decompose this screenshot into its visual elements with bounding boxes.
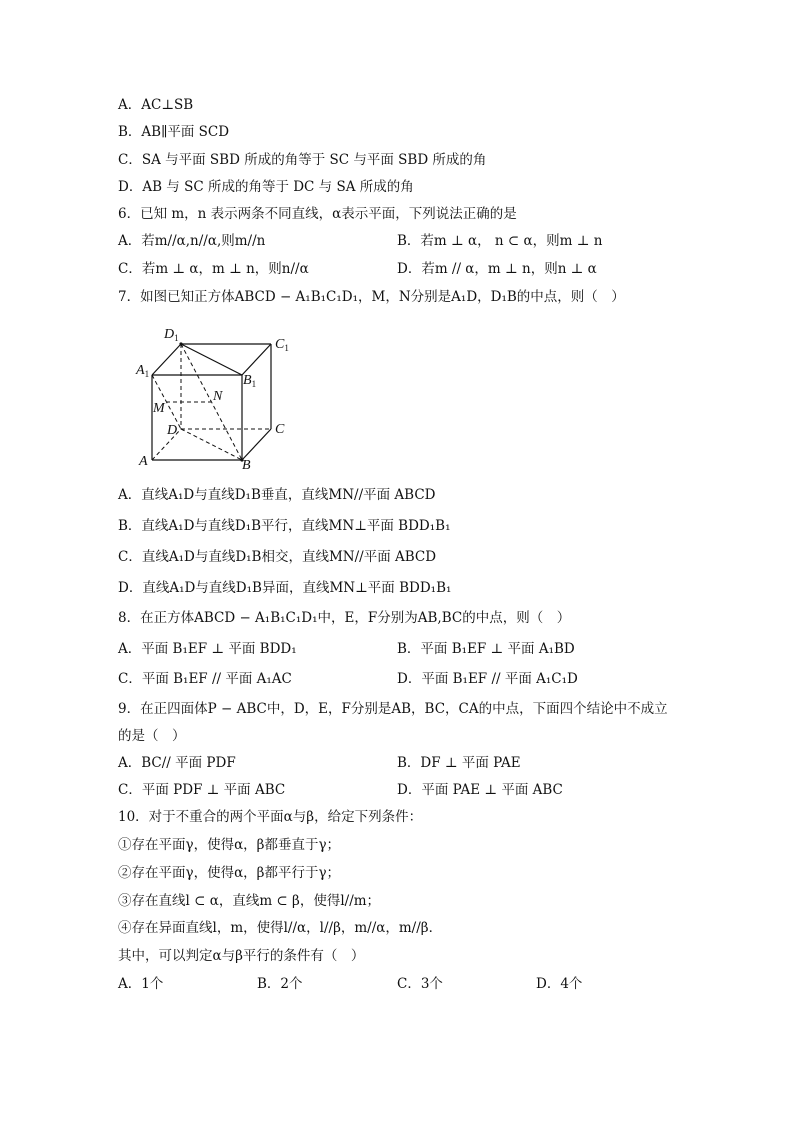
q5-option-b: B．AB∥平面 SCD	[118, 124, 230, 140]
q7-option-b: B．直线A₁D与直线D₁B平行，直线MN⊥平面 BDD₁B₁	[118, 518, 451, 534]
q10-condition-3: ③存在直线l ⊂ α，直线m ⊂ β，使得l//m；	[118, 893, 381, 909]
q8-stem: 8．在正方体ABCD − A₁B₁C₁D₁中，E，F分别为AB,BC的中点，则（ ）	[118, 610, 571, 626]
label-a: A	[139, 454, 148, 469]
q10-option-b: B．2个	[257, 976, 303, 992]
q9-option-c: C．平面 PDF ⊥ 平面 ABC	[118, 782, 286, 798]
q8-option-c: C．平面 B₁EF // 平面 A₁AC	[118, 671, 292, 687]
q9-option-b: B．DF ⊥ 平面 PAE	[397, 755, 521, 771]
q10-question: 其中，可以判定α与β平行的条件有（ ）	[118, 948, 365, 964]
q7-option-a: A．直线A₁D与直线D₁B垂直，直线MN//平面 ABCD	[118, 487, 436, 503]
q7-stem: 7．如图已知正方体ABCD − A₁B₁C₁D₁，M，N分别是A₁D，D₁B的中点，则（ ）	[118, 289, 625, 305]
label-m: M	[153, 401, 165, 416]
q8-option-a: A．平面 B₁EF ⊥ 平面 BDD₁	[118, 641, 297, 657]
q7-option-c: C．直线A₁D与直线D₁B相交，直线MN//平面 ABCD	[118, 549, 437, 565]
q10-condition-2: ②存在平面γ，使得α，β都平行于γ；	[118, 865, 341, 881]
q10-option-c: C．3个	[397, 976, 443, 992]
q6-option-d: D．若m // α，m ⊥ n，则n ⊥ α	[397, 261, 597, 277]
label-b: B	[242, 458, 251, 472]
q6-option-b: B．若m ⊥ α， n ⊂ α，则m ⊥ n	[397, 233, 603, 249]
q6-option-c: C．若m ⊥ α，m ⊥ n，则n//α	[118, 261, 309, 277]
q6-stem: 6．已知 m，n 表示两条不同直线，α表示平面，下列说法正确的是	[118, 206, 517, 222]
q8-option-d: D．平面 B₁EF // 平面 A₁C₁D	[397, 671, 578, 687]
q9-option-d: D．平面 PAE ⊥ 平面 ABC	[397, 782, 563, 798]
q5-option-d: D．AB 与 SC 所成的角等于 DC 与 SA 所成的角	[118, 179, 414, 195]
label-c: C	[275, 422, 285, 437]
label-d: D	[167, 423, 178, 438]
label-d1: $D_1$	[164, 327, 179, 343]
label-c1: $C_1$	[275, 337, 289, 353]
cube-figure	[130, 322, 300, 472]
q5-option-c: C．SA 与平面 SBD 所成的角等于 SC 与平面 SBD 所成的角	[118, 152, 487, 168]
q6-option-a: A．若m//α,n//α,则m//n	[118, 233, 266, 249]
q9-stem-line1: 9．在正四面体P − ABC中，D，E，F分别是AB，BC，CA的中点，下面四个结论中不成立	[118, 701, 668, 717]
label-b1: $B_1$	[243, 373, 257, 389]
label-n: N	[213, 389, 223, 404]
q10-condition-1: ①存在平面γ，使得α，β都垂直于γ；	[118, 837, 341, 853]
q9-option-a: A．BC// 平面 PDF	[118, 755, 236, 771]
label-a1: $A_1$	[136, 363, 150, 379]
q9-stem-line2: 的是（ ）	[118, 728, 186, 744]
q8-option-b: B．平面 B₁EF ⊥ 平面 A₁BD	[397, 641, 575, 657]
q7-option-d: D．直线A₁D与直线D₁B异面，直线MN⊥平面 BDD₁B₁	[118, 580, 452, 596]
q10-option-d: D．4个	[536, 976, 583, 992]
q10-condition-4: ④存在异面直线l，m，使得l//α，l//β，m//α，m//β．	[118, 920, 443, 936]
q10-stem: 10．对于不重合的两个平面α与β，给定下列条件：	[118, 809, 423, 825]
q5-option-a: A．AC⊥SB	[118, 97, 194, 113]
q10-option-a: A．1个	[118, 976, 164, 992]
